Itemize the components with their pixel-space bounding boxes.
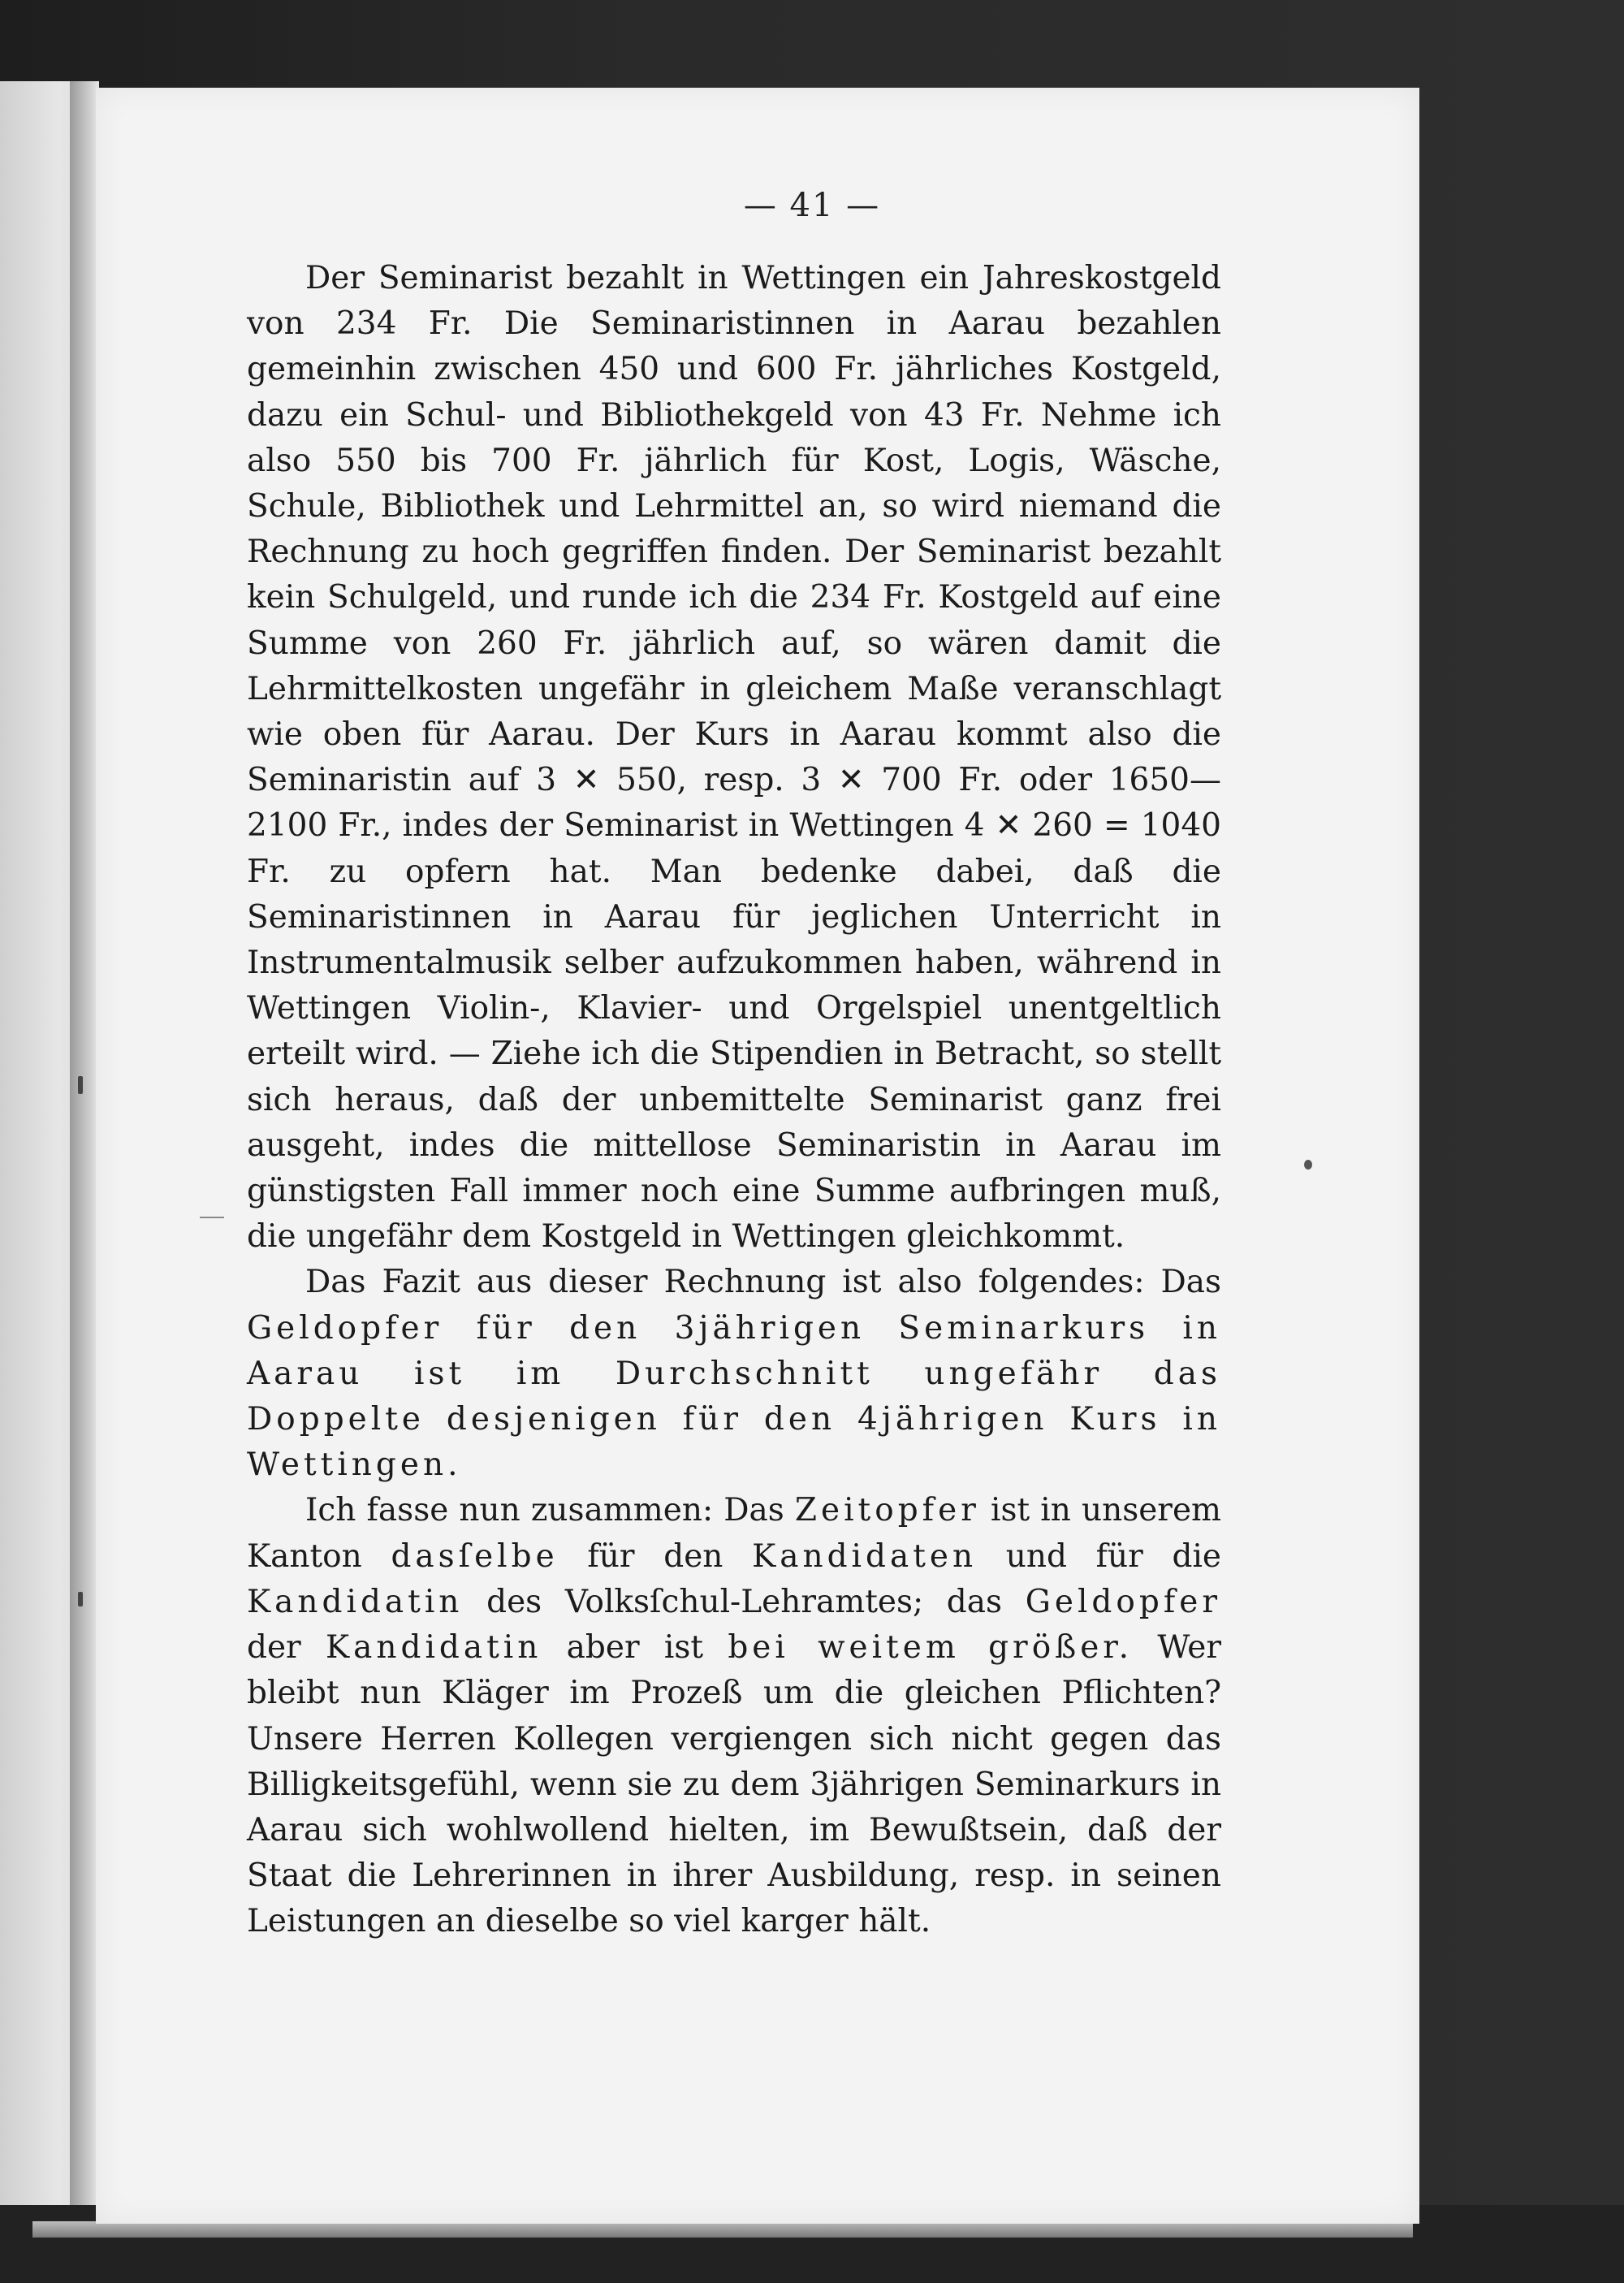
emphasized-text: Kandidatin <box>247 1583 464 1620</box>
text-run: der <box>247 1629 326 1667</box>
page-bottom-edge <box>32 2221 1413 2238</box>
margin-speck <box>78 1076 83 1094</box>
paragraph <box>247 1488 1221 1944</box>
book-spine-shadow <box>70 81 99 2225</box>
emphasized-text: bei weitem größer. <box>728 1629 1134 1667</box>
paragraph <box>247 1260 1221 1488</box>
emphasized-text: Kandidatin <box>325 1629 542 1667</box>
emphasized-text: dasſelbe <box>391 1537 559 1575</box>
emphasized-text: Kandidaten <box>752 1537 978 1575</box>
text-run: und für die <box>977 1537 1221 1575</box>
text-run: für den <box>558 1537 753 1575</box>
body-text <box>247 256 1221 1945</box>
margin-speck <box>1304 1160 1312 1170</box>
page-number: — 41 — <box>743 187 881 224</box>
emphasized-text: Geldopfer für den 3jährigen Seminarkurs in Aarau ist im Durchschnitt ungefähr das Doppelte desjenigen für den 4jährigen Kurs in Wettingen. <box>247 1309 1221 1484</box>
text-run: Das Fazit aus dieser Rechnung ist also folgendes: Das <box>305 1264 1221 1301</box>
text-run: Ich fasse nun zusammen: Das <box>305 1492 795 1529</box>
text-run: ist in unserem Kanton <box>247 1492 1221 1575</box>
paragraph <box>247 256 1221 1260</box>
text-run: des Volksſchul-Lehramtes; das <box>463 1583 1026 1620</box>
emphasized-text: Zeitopfer <box>794 1492 980 1529</box>
text-run: Der Seminarist bezahlt in Wettingen ein Jahreskostgeld von 234 Fr. Die Seminaristinnen in Aarau bezahlen gemeinhin zwischen 450 und 600 Fr. jährliches Kostgeld, dazu ein Schul- und Bibliothekgeld von 43 Fr. Nehme ich also 550 bis 700 Fr. jährlich für Kost, Logis, Wäsche, Schule, Bibliothek und Lehrmittel an, so wird niemand die Rechnung zu hoch gegriffen finden. Der Seminarist bezahlt kein Schulgeld, und runde ich die 234 Fr. Kostgeld auf eine Summe von 260 Fr. jährlich auf, so wären damit die Lehrmittelkosten ungefähr in gleichem Maße veranschlagt wie oben für Aarau. Der Kurs in Aarau kommt also die Seminaristin auf 3 ✕ 550, resp. 3 ✕ 700 Fr. oder 1650—2100 Fr., indes der Seminarist in Wettingen 4 ✕ 260 = 1040 Fr. zu opfern hat. Man bedenke dabei, daß die Seminaristinnen in Aarau für jeglichen Unterricht in Instrumentalmusik selber aufzukommen haben, während in Wettingen Violin-, Klavier- und Orgelspiel unentgeltlich erteilt wird. — Ziehe ich die Stipendien in Betracht, so stellt sich heraus, daß der unbemittelte Seminarist ganz frei ausgeht, indes die mittellose Seminaristin in Aarau im günstigsten Fall immer noch eine Summe aufbringen muß, die ungefähr dem Kostgeld in Wettingen gleichkommt. <box>247 260 1221 1256</box>
text-run: Wer bleibt nun Kläger im Prozeß um die gleichen Pflichten? Unsere Herren Kollegen vergiengen sich nicht gegen das Billigkeitsgefühl, wenn sie zu dem 3jährigen Seminarkurs in Aarau sich wohlwollend hielten, im Bewußtsein, daß der Staat die Lehrerinnen in ihrer Ausbildung, resp. in seinen Leistungen an dieselbe so viel karger hält. <box>247 1629 1221 1940</box>
margin-speck <box>78 1592 83 1606</box>
emphasized-text: Geldopfer <box>1025 1583 1221 1620</box>
margin-dash <box>200 1217 224 1218</box>
text-run: aber ist <box>542 1629 728 1667</box>
